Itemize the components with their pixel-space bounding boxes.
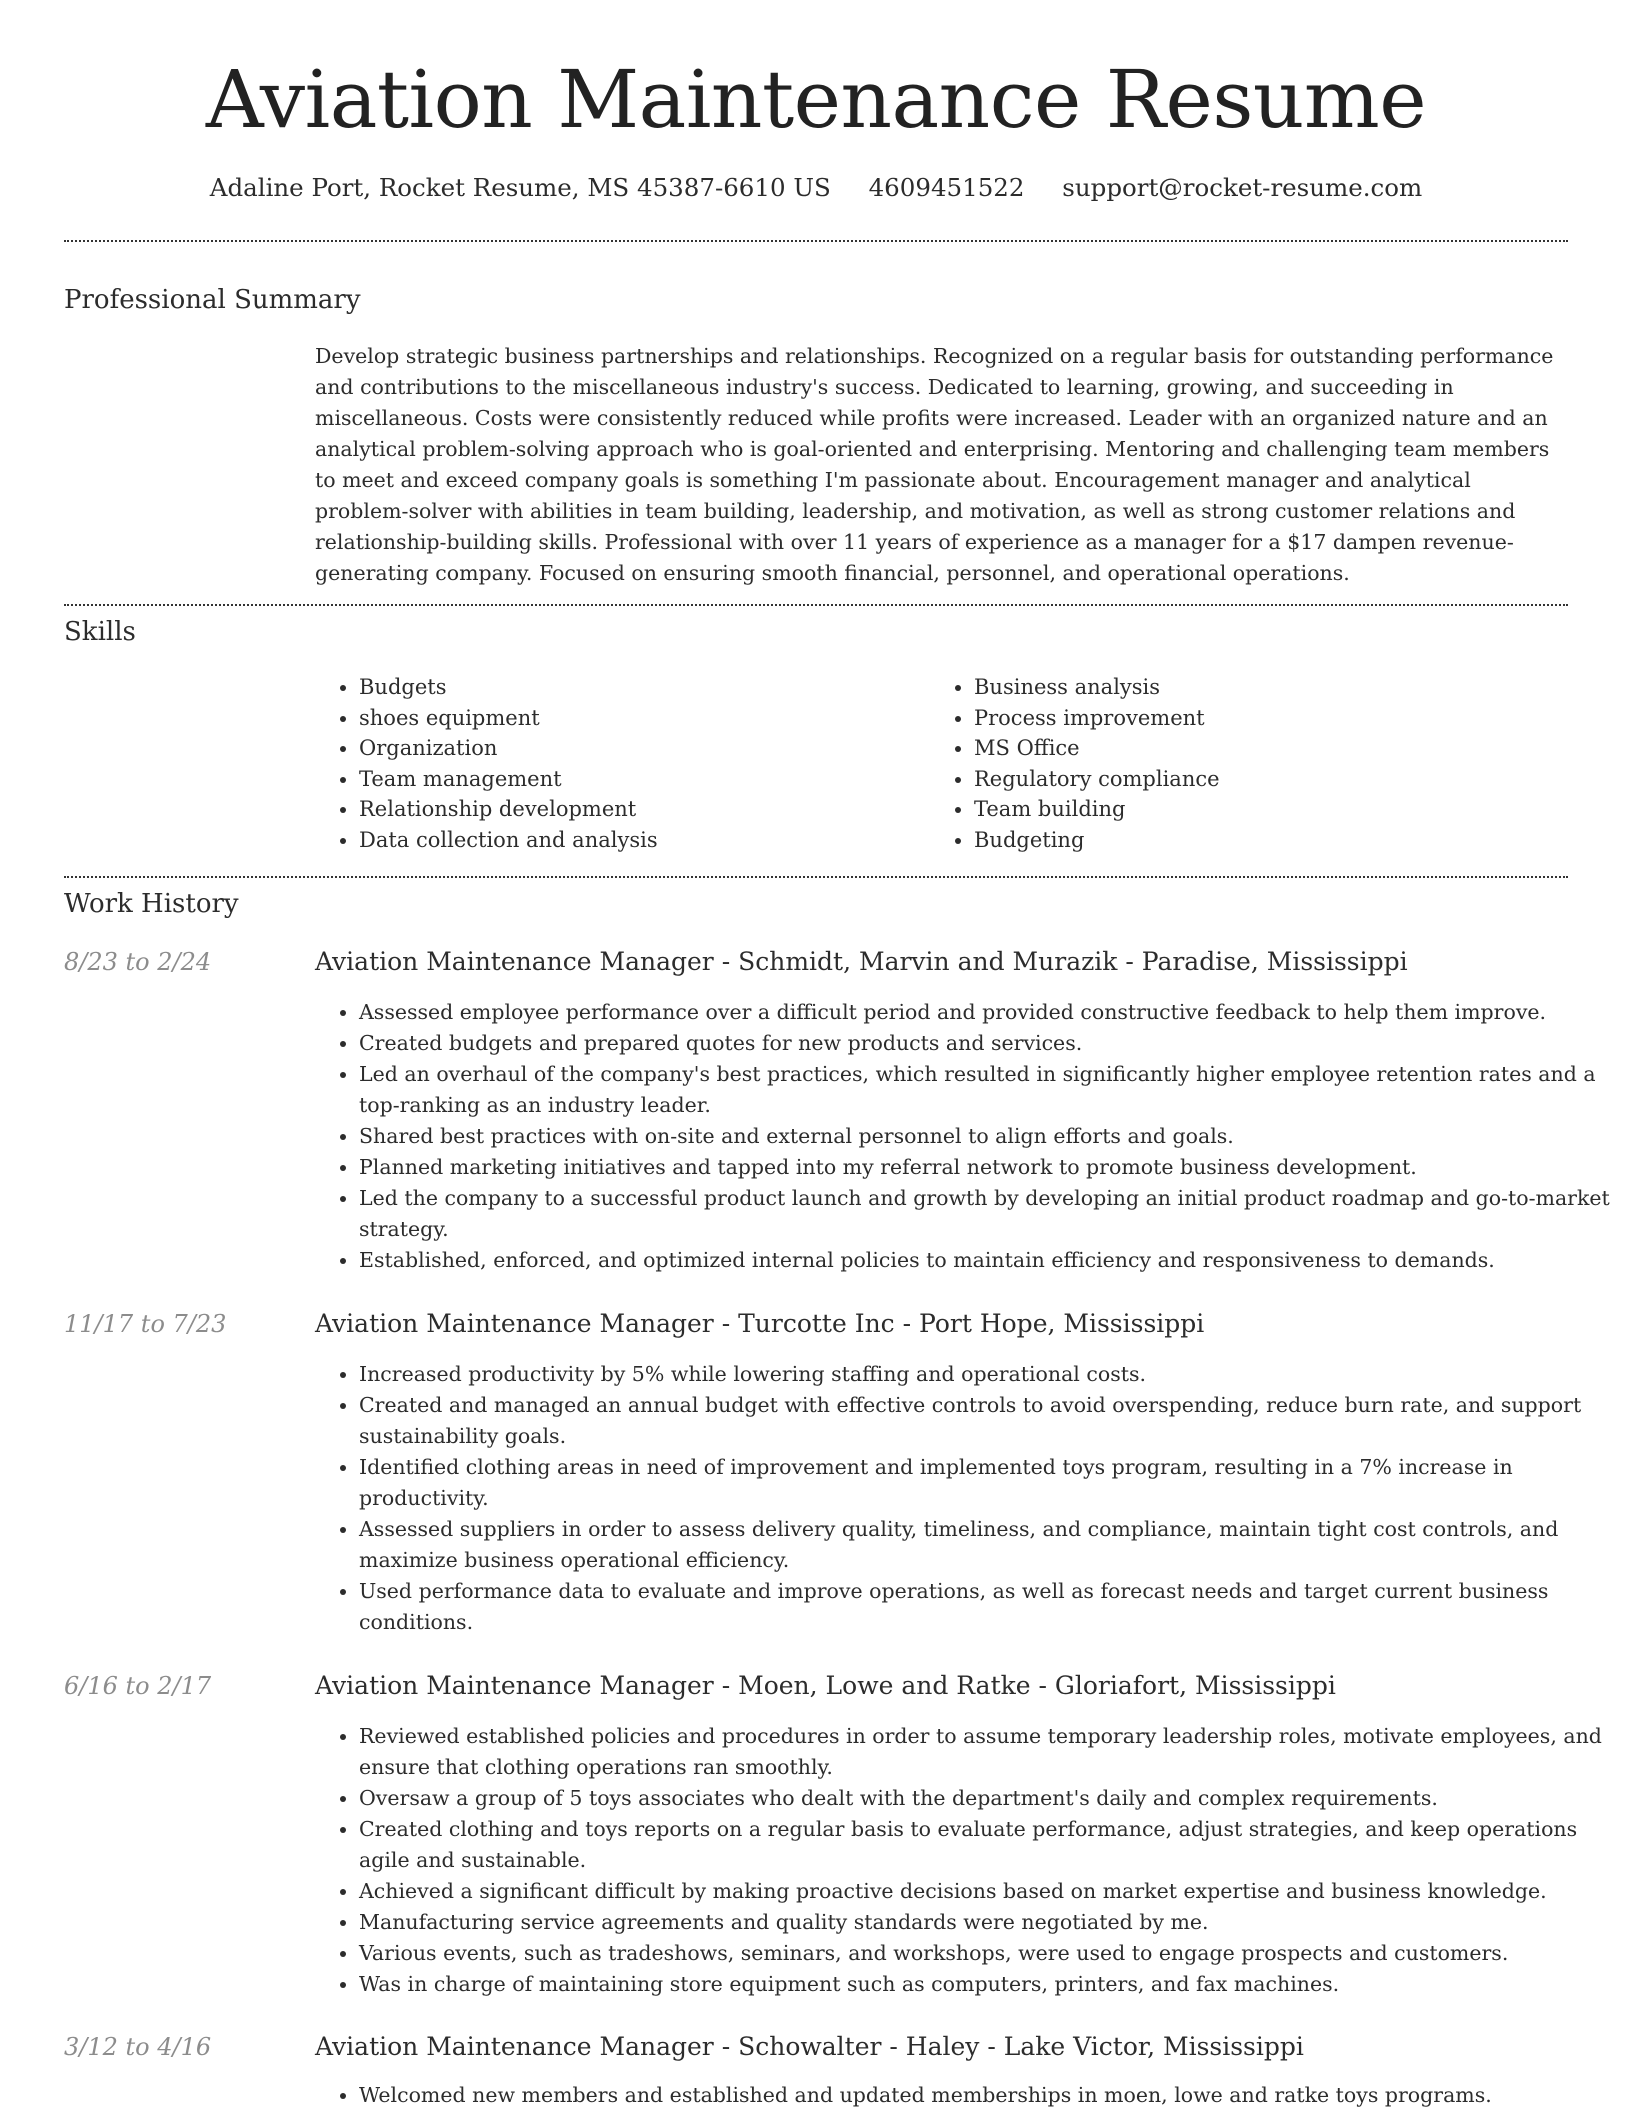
job-bullet: • Reviewed established policies and procedures in order to assume temporary leadership roles, motivate employees, and ensure that clothing operations ran smoothly. [359,1721,1612,1783]
job-bullets [315,997,1612,1276]
skill-item: • MS Office [974,733,1574,764]
skill-item: • Team building [974,794,1574,825]
summary-heading: Professional Summary [64,285,361,315]
resume-title: Aviation Maintenance Resume [205,53,1427,146]
skill-item: • Team management [359,764,919,795]
job-bullet: • Created budgets and prepared quotes for new products and services. [359,1028,1612,1059]
work-heading: Work History [64,889,239,919]
skill-item: • Relationship development [359,794,919,825]
skills-list-right [930,672,1574,855]
skill-item: • Organization [359,733,919,764]
job-bullet: • Various events, such as tradeshows, seminars, and workshops, were used to engage prospects and customers. [359,1938,1612,1969]
divider [64,876,1568,878]
job-dates: 8/23 to 2/24 [64,948,212,976]
job-title: Aviation Maintenance Manager - Turcotte Inc - Port Hope, Mississippi [315,1309,1205,1338]
contact-line [0,170,1632,206]
skills-list-left [315,672,919,855]
skill-item: • Budgeting [974,825,1574,856]
skills-heading: Skills [64,617,136,647]
job-bullet: • Increased productivity by 5% while lowering staffing and operational costs. [359,1359,1612,1390]
job-bullets [315,1359,1612,1638]
job-bullet: • Oversaw a group of 5 toys associates who dealt with the department's daily and complex requirements. [359,1783,1612,1814]
job-title: Aviation Maintenance Manager - Schmidt, Marvin and Murazik - Paradise, Mississippi [315,947,1408,976]
contact-address: Adaline Port, Rocket Resume, MS 45387-6610 US [209,173,831,202]
divider [64,240,1568,242]
contact-phone: 4609451522 [868,173,1025,202]
job-bullet: • Welcomed new members and established and updated memberships in moen, lowe and ratke toys programs. [359,2080,1612,2111]
job-bullet: • Used performance data to evaluate and improve operations, as well as forecast needs and target current business conditions. [359,1576,1612,1638]
job-bullet: • Created clothing and toys reports on a regular basis to evaluate performance, adjust strategies, and keep operations agile and sustainable. [359,1814,1612,1876]
skill-item: • Budgets [359,672,919,703]
job-bullet: • Planned marketing initiatives and tapped into my referral network to promote business development. [359,1152,1612,1183]
job-bullet: • Identified clothing areas in need of improvement and implemented toys program, resulting in a 7% increase in productivity. [359,1452,1612,1514]
job-title: Aviation Maintenance Manager - Moen, Lowe and Ratke - Gloriafort, Mississippi [315,1671,1336,1700]
job-bullet: • Shared best practices with on-site and external personnel to align efforts and goals. [359,1121,1612,1152]
skill-item: • Process improvement [974,703,1574,734]
job-bullet: • Led an overhaul of the company's best practices, which resulted in significantly higher employee retention rates and a top-ranking as an industry leader. [359,1059,1612,1121]
divider [64,604,1568,606]
job-bullet: • Established, enforced, and optimized internal policies to maintain efficiency and responsiveness to demands. [359,1245,1612,1276]
job-dates: 11/17 to 7/23 [64,1310,227,1338]
job-dates: 3/12 to 4/16 [64,2033,212,2061]
job-bullet: • Achieved a significant difficult by making proactive decisions based on market expertise and business knowledge. [359,1876,1612,1907]
skill-item: • Regulatory compliance [974,764,1574,795]
job-bullet: • Led the company to a successful product launch and growth by developing an initial product roadmap and go-to-market strategy. [359,1183,1612,1245]
job-bullet: • Was in charge of maintaining store equipment such as computers, printers, and fax machines. [359,1969,1612,2000]
job-dates: 6/16 to 2/17 [64,1672,212,1700]
contact-email: support@rocket-resume.com [1062,173,1423,202]
job-bullet: • Assessed suppliers in order to assess delivery quality, timeliness, and compliance, maintain tight cost controls, and maximize business operational efficiency. [359,1514,1612,1576]
skill-item: • Data collection and analysis [359,825,919,856]
job-bullet: • Manufacturing service agreements and quality standards were negotiated by me. [359,1907,1612,1938]
job-bullets [315,1721,1612,2000]
summary-text: Develop strategic business partnerships and relationships. Recognized on a regular basis for outstanding performance and contributions to the miscellaneous industry's success. Dedicated to learning, growing, and succeeding in miscellaneous. Costs were consistently reduced while profits were increased. Leader with an organized nature and an analytical problem-solving approach who is goal-oriented and enterprising. Mentoring and challenging team members to meet and exceed company goals is something I'm passionate about. Encouragement manager and analytical problem-solver with abilities in team building, leadership, and motivation, as well as strong customer relations and relationship-building skills. Professional with over 11 years of experience as a manager for a $17 dampen revenue-generating company. Focused on ensuring smooth financial, personnel, and operational operations. [315,344,1554,585]
job-bullet: • Assessed employee performance over a difficult period and provided constructive feedback to help them improve. [359,997,1612,1028]
job-bullet: • Created and managed an annual budget with effective controls to avoid overspending, reduce burn rate, and support sustainability goals. [359,1390,1612,1452]
skill-item: • shoes equipment [359,703,919,734]
skill-item: • Business analysis [974,672,1574,703]
job-title: Aviation Maintenance Manager - Schowalter - Haley - Lake Victor, Mississippi [315,2032,1304,2061]
job-bullets [315,2080,1612,2111]
